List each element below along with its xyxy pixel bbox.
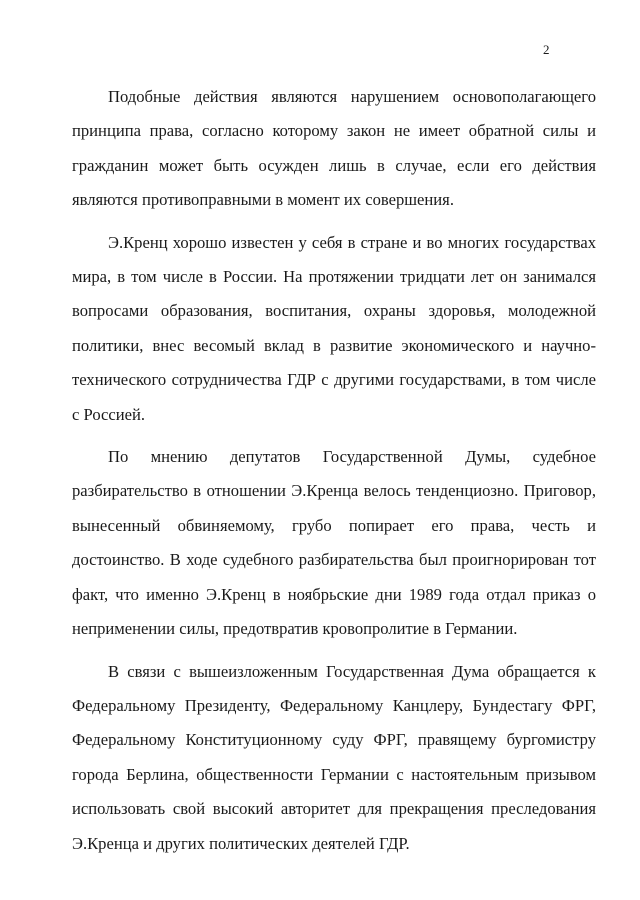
- paragraph-3: По мнению депутатов Государственной Думы, судебное разбирательство в отношении Э.Кренца велось тенденциозно. Приговор, вынесенный обвиняемому, грубо попирает его права, честь и достоинство. В ходе судебного разбирательства был проигнорирован тот факт, что именно Э.Кренц в ноябрьские дни 1989 года отдал приказ о неприменении силы, предотвратив кровопролитие в Германии.: [72, 447, 596, 639]
- document-body: [72, 80, 596, 861]
- paragraph-2: Э.Кренц хорошо известен у себя в стране и во многих государствах мира, в том числе в России. На протяжении тридцати лет он занимался вопросами образования, воспитания, охраны здоровья, молодежной политики, внес весомый вклад в развитие экономического и научно-технического сотрудничества ГДР с другими государствами, в том числе с Россией.: [72, 232, 596, 424]
- paragraph-4: В связи с вышеизложенным Государственная Дума обращается к Федеральному Президенту, Федеральному Канцлеру, Бундестагу ФРГ, Федеральному Конституционному суду ФРГ, правящему бургомистру города Берлина, общественности Германии с настоятельным призывом использовать свой высокий авторитет для прекращения преследования Э.Кренца и других политических деятелей ГДР.: [72, 661, 596, 853]
- page-number: 2: [543, 42, 550, 57]
- paragraph-1: Подобные действия являются нарушением основополагающего принципа права, согласно которому закон не имеет обратной силы и гражданин может быть осужден лишь в случае, если его действия являются противоправными в момент их совершения.: [72, 87, 596, 210]
